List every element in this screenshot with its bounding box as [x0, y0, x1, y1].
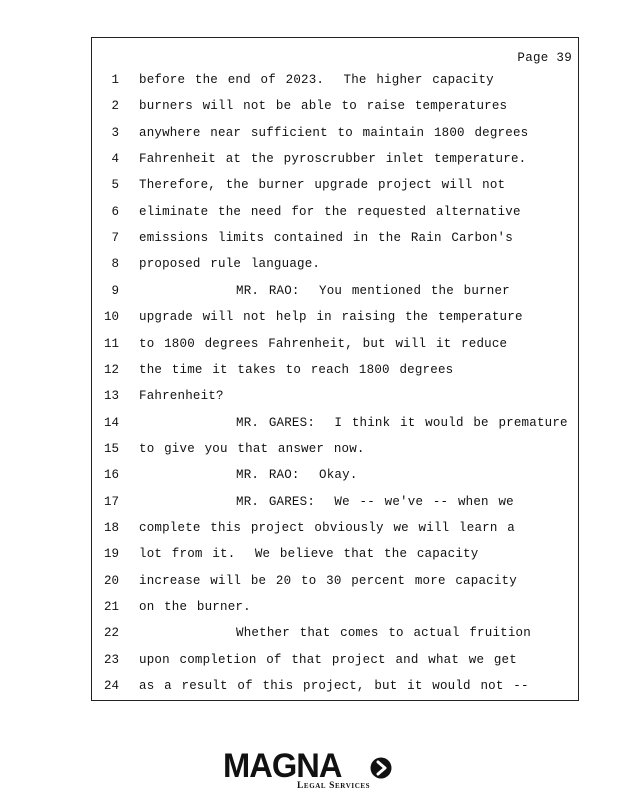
line-text: complete this project obviously we will learn a: [139, 520, 515, 535]
line-text: proposed rule language.: [139, 257, 321, 272]
line-text: on the burner.: [139, 600, 251, 614]
line-text: Therefore, the burner upgrade project will not: [139, 178, 506, 193]
transcript-line: [92, 574, 578, 594]
line-number: 1: [111, 73, 119, 87]
line-text: emissions limits contained in the Rain Carbon's: [139, 231, 513, 246]
transcript-line: [92, 73, 578, 93]
line-number: 18: [103, 520, 119, 535]
line-text: Whether that comes to actual fruition: [139, 626, 531, 641]
transcript-line: [92, 337, 578, 357]
line-number: 8: [111, 257, 119, 272]
transcript-line: [92, 600, 578, 620]
line-number: 2: [111, 99, 119, 114]
transcript-line: [92, 547, 578, 567]
line-text: MR. RAO: You mentioned the burner: [139, 283, 510, 298]
line-text: increase will be 20 to 30 percent more capacity: [139, 573, 517, 588]
page-number: Page 39: [517, 51, 572, 65]
line-number: 10: [103, 310, 119, 325]
line-text: lot from it. We believe that the capacity: [139, 547, 479, 562]
line-number: 19: [103, 547, 119, 562]
line-number: 5: [111, 178, 119, 193]
line-number: 15: [103, 441, 119, 456]
line-text: eliminate the need for the requested alternative: [139, 204, 521, 219]
line-text: Fahrenheit?: [139, 389, 224, 404]
line-number: 24: [103, 679, 119, 694]
transcript-line: [92, 521, 578, 541]
line-number: 4: [111, 152, 119, 167]
line-number: 11: [103, 336, 119, 351]
line-number: 16: [103, 468, 119, 483]
line-number: 9: [111, 283, 119, 298]
line-number: 3: [111, 125, 119, 140]
line-number: 13: [103, 389, 119, 404]
transcript-line: [92, 416, 578, 436]
line-text: the time it takes to reach 1800 degrees: [139, 362, 454, 377]
line-number: 17: [103, 494, 119, 509]
logo-arrow-icon: [370, 757, 392, 779]
line-number: 22: [103, 626, 119, 641]
transcript-line: [92, 126, 578, 146]
line-number: 23: [103, 652, 119, 667]
line-text: MR. GARES: I think it would be premature: [139, 415, 568, 430]
line-text: before the end of 2023. The higher capacity: [139, 73, 494, 87]
transcript-line: [92, 679, 578, 699]
line-number: 6: [111, 204, 119, 219]
transcript-line: [92, 284, 578, 304]
line-number: 14: [103, 415, 119, 430]
transcript-line: [92, 626, 578, 646]
line-text: upon completion of that project and what we get: [139, 652, 517, 667]
transcript-line: [92, 205, 578, 225]
line-number: 12: [103, 362, 119, 377]
magna-logo: [223, 748, 403, 794]
line-number: 21: [103, 600, 119, 614]
line-text: anywhere near sufficient to maintain 1800 degrees: [139, 125, 529, 140]
line-number: 20: [103, 573, 119, 588]
transcript-line: [92, 442, 578, 462]
transcript-line: [92, 468, 578, 488]
line-number: 7: [111, 231, 119, 246]
transcript-line: [92, 152, 578, 172]
transcript-line: [92, 363, 578, 383]
line-text: MR. GARES: We -- we've -- when we: [139, 494, 514, 509]
line-text: as a result of this project, but it would not --: [139, 679, 529, 694]
transcript-line: [92, 257, 578, 277]
line-text: Fahrenheit at the pyroscrubber inlet temperature.: [139, 152, 527, 167]
logo-subtitle: Legal Services: [297, 781, 371, 791]
logo-wordmark: MAGNA: [223, 747, 342, 785]
line-text: to 1800 degrees Fahrenheit, but will it reduce: [139, 336, 508, 351]
transcript-page: [91, 37, 579, 701]
transcript-line: [92, 178, 578, 198]
transcript-line: [92, 99, 578, 119]
line-text: MR. RAO: Okay.: [139, 468, 358, 483]
transcript-line: [92, 495, 578, 515]
line-text: burners will not be able to raise temperatures: [139, 99, 508, 114]
line-text: to give you that answer now.: [139, 441, 365, 456]
transcript-line: [92, 653, 578, 673]
line-text: upgrade will not help in raising the temperature: [139, 310, 523, 325]
transcript-line: [92, 310, 578, 330]
transcript-line: [92, 389, 578, 409]
transcript-line: [92, 231, 578, 251]
